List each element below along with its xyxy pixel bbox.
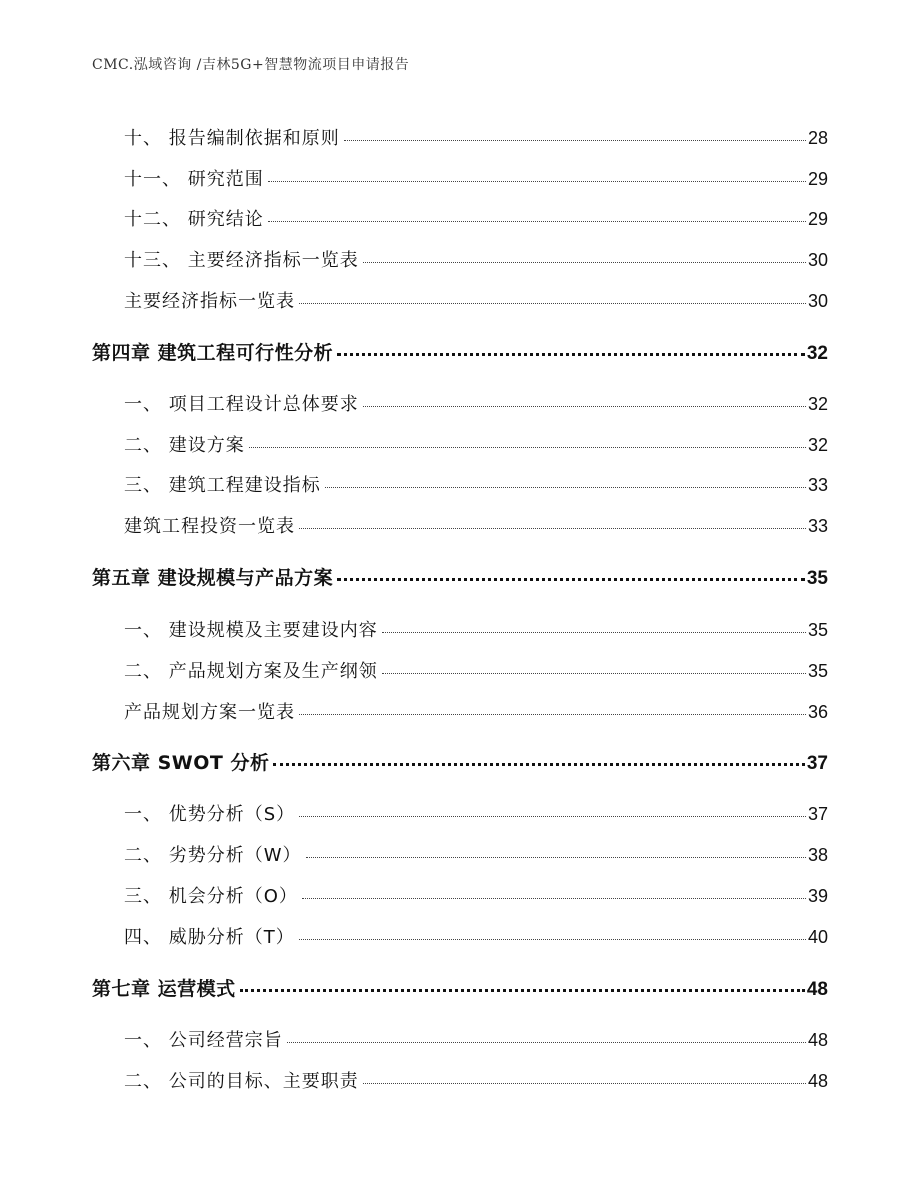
toc-entry[interactable]	[124, 616, 828, 642]
toc-entry[interactable]	[124, 287, 828, 313]
toc-entry-page: 48	[807, 1071, 828, 1091]
dot-leader	[302, 898, 806, 899]
toc-entry-page: 32	[807, 435, 828, 455]
toc-entry-page: 35	[807, 661, 828, 681]
toc-entry-label: 十三、 主要经济指标一览表	[124, 250, 359, 271]
dot-leader	[363, 406, 806, 407]
dot-leader	[363, 1083, 806, 1084]
dot-leader	[268, 181, 806, 182]
dot-leader	[299, 528, 806, 529]
toc-entry-page: 29	[807, 209, 828, 229]
toc-entry-label: 一、 建设规模及主要建设内容	[124, 620, 378, 641]
toc-chapter-page: 35	[806, 568, 828, 589]
toc-entry-page: 40	[807, 927, 828, 947]
toc-entry[interactable]	[124, 657, 828, 683]
toc-entry-label: 建筑工程投资一览表	[124, 516, 295, 537]
toc-entry[interactable]	[124, 882, 828, 908]
toc-entry-page: 33	[807, 475, 828, 495]
toc-entry-page: 36	[807, 702, 828, 722]
toc-entry[interactable]	[124, 165, 828, 191]
page-header: CMC.泓域咨询 /吉林5G+智慧物流项目申请报告	[92, 57, 410, 73]
dot-leader	[382, 632, 806, 633]
toc-entry-label: 一、 项目工程设计总体要求	[124, 394, 359, 415]
dot-leader	[273, 763, 804, 766]
toc-entry-label: 二、 公司的目标、主要职责	[124, 1071, 359, 1092]
toc-chapter[interactable]	[92, 748, 828, 775]
toc-entry-label: 三、 建筑工程建设指标	[124, 475, 321, 496]
toc-entry-page: 38	[807, 845, 828, 865]
dot-leader	[337, 578, 805, 581]
toc-entry-page: 30	[807, 291, 828, 311]
dot-leader	[306, 857, 806, 858]
dot-leader	[325, 487, 806, 488]
dot-leader	[268, 221, 806, 222]
dot-leader	[299, 816, 806, 817]
toc-entry-label: 二、 劣势分析（W）	[124, 845, 302, 866]
toc-entry-label: 十、 报告编制依据和原则	[124, 128, 340, 149]
toc-entry-page: 30	[807, 250, 828, 270]
dot-leader	[363, 262, 806, 263]
toc-entry[interactable]	[124, 512, 828, 538]
toc-chapter-page: 48	[806, 979, 828, 1000]
toc-chapter-label: 第四章 建筑工程可行性分析	[92, 342, 334, 364]
toc-entry[interactable]	[124, 205, 828, 231]
toc-entry-label: 十二、 研究结论	[124, 209, 264, 230]
toc-entry[interactable]	[124, 471, 828, 497]
toc-entry-label: 四、 威胁分析（T）	[124, 927, 295, 948]
toc-entry[interactable]	[124, 431, 828, 457]
toc-chapter[interactable]	[92, 974, 828, 1001]
toc-entry-page: 39	[807, 886, 828, 906]
toc-entry-label: 二、 建设方案	[124, 435, 245, 456]
toc-entry-label: 一、 公司经营宗旨	[124, 1030, 283, 1051]
toc-entry-page: 33	[807, 516, 828, 536]
toc-entry[interactable]	[124, 390, 828, 416]
toc-chapter[interactable]	[92, 338, 828, 365]
toc-chapter-label: 第五章 建设规模与产品方案	[92, 567, 334, 589]
toc-entry-page: 32	[807, 394, 828, 414]
toc-entry[interactable]	[124, 1067, 828, 1093]
dot-leader	[249, 447, 806, 448]
toc-entry[interactable]	[124, 1026, 828, 1052]
toc-entry-label: 三、 机会分析（O）	[124, 886, 298, 907]
dot-leader	[344, 140, 806, 141]
toc-entry-label: 主要经济指标一览表	[124, 291, 295, 312]
dot-leader	[337, 353, 805, 356]
dot-leader	[299, 939, 806, 940]
dot-leader	[299, 714, 806, 715]
toc-entry[interactable]	[124, 841, 828, 867]
toc-entry-label: 二、 产品规划方案及生产纲领	[124, 661, 378, 682]
toc-entry[interactable]	[124, 246, 828, 272]
toc-entry-page: 29	[807, 169, 828, 189]
toc-chapter-label: 第七章 运营模式	[92, 978, 236, 1000]
toc-entry-page: 48	[807, 1030, 828, 1050]
toc-entry-page: 28	[807, 128, 828, 148]
toc-entry-label: 产品规划方案一览表	[124, 702, 295, 723]
toc-entry-page: 35	[807, 620, 828, 640]
toc-entry-label: 一、 优势分析（S）	[124, 804, 296, 825]
dot-leader	[382, 673, 806, 674]
toc-chapter[interactable]	[92, 563, 828, 590]
toc-entry[interactable]	[124, 923, 828, 949]
toc-entry-label: 十一、 研究范围	[124, 169, 264, 190]
dot-leader	[240, 989, 805, 992]
toc-chapter-page: 37	[806, 753, 828, 774]
toc-entry[interactable]	[124, 124, 828, 150]
dot-leader	[299, 303, 806, 304]
toc-chapter-page: 32	[806, 343, 828, 364]
toc-entry[interactable]	[124, 800, 828, 826]
dot-leader	[287, 1042, 806, 1043]
toc-entry-page: 37	[807, 804, 828, 824]
toc-chapter-label: 第六章 SWOT 分析	[92, 752, 270, 774]
toc-entry[interactable]	[124, 698, 828, 724]
